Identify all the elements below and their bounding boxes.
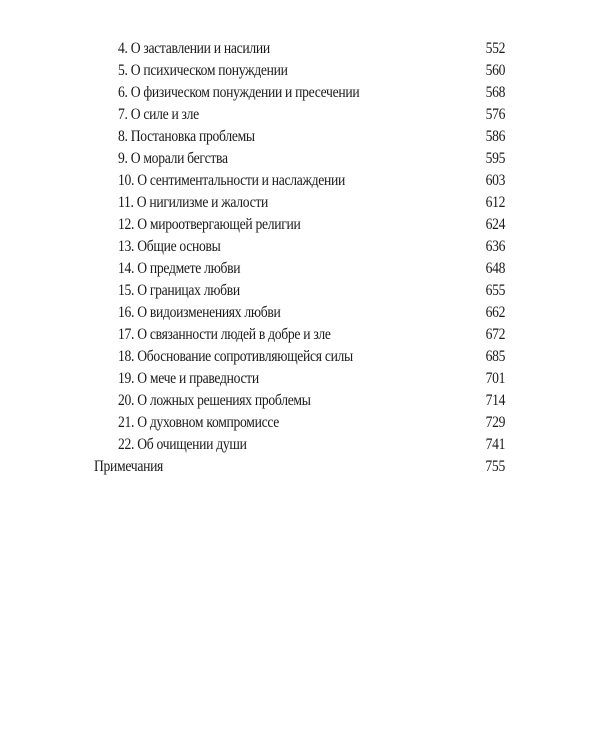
toc-entry-page: 685 — [485, 348, 506, 365]
toc-entry-title: 13. Общие основы — [118, 238, 221, 255]
toc-entry-page: 568 — [485, 84, 506, 101]
toc-entry-title: 4. О заставлении и насилии — [118, 40, 270, 57]
toc-entry-title: 20. О ложных решениях проблемы — [118, 392, 311, 409]
toc-entry-title: 10. О сентиментальности и наслаждении — [118, 172, 345, 189]
toc-entry-title: 22. Об очищении души — [118, 436, 247, 453]
toc-entry — [118, 38, 505, 60]
toc-entry-title: 12. О мироотвергающей религии — [118, 216, 301, 233]
toc-entry-page: 655 — [485, 282, 506, 299]
toc-entry-page: 741 — [485, 436, 506, 453]
toc-entry-title: 14. О предмете любви — [118, 260, 241, 277]
toc-entry-page: 729 — [485, 414, 506, 431]
toc-entry-title: 8. Постановка проблемы — [118, 128, 255, 145]
toc-entry — [118, 302, 505, 324]
toc-entry-page: 552 — [485, 40, 506, 57]
toc-entry-page: 612 — [485, 194, 506, 211]
toc-entry-title: 6. О физическом понуждении и пресечении — [118, 84, 360, 101]
toc-entry-page: 648 — [485, 260, 506, 277]
toc-entry — [118, 236, 505, 258]
toc-entry-title: 21. О духовном компромиссе — [118, 414, 280, 431]
toc-entry-title: 7. О силе и зле — [118, 106, 199, 123]
toc-entry — [118, 82, 505, 104]
toc-entry — [118, 104, 505, 126]
toc-entry — [118, 258, 505, 280]
toc-entry — [118, 126, 505, 148]
toc-entry-page: 560 — [485, 62, 506, 79]
toc-entry-title: 5. О психическом понуждении — [118, 62, 288, 79]
toc-entry-page: 595 — [485, 150, 506, 167]
toc-entry-page: 714 — [485, 392, 506, 409]
toc-entry — [118, 412, 505, 434]
toc-entry — [118, 434, 505, 456]
toc-entry — [118, 148, 505, 170]
toc-entry-page: 662 — [485, 304, 506, 321]
toc-entry-page: 624 — [485, 216, 506, 233]
toc-entry — [118, 280, 505, 302]
toc-entry — [118, 346, 505, 368]
toc-entry-page: 672 — [485, 326, 506, 343]
toc-entry-page: 586 — [485, 128, 506, 145]
toc-entry-title: 15. О границах любви — [118, 282, 240, 299]
toc-entry-title: 16. О видоизменениях любви — [118, 304, 281, 321]
toc-entry — [118, 170, 505, 192]
toc-entry — [118, 214, 505, 236]
toc-entry-title: 17. О связанности людей в добре и зле — [118, 326, 331, 343]
toc-entry-title: 11. О нигилизме и жалости — [118, 194, 268, 211]
toc-entry — [118, 192, 505, 214]
toc-entry-page: 636 — [485, 238, 506, 255]
toc-entry — [118, 60, 505, 82]
toc-entry — [118, 368, 505, 390]
toc-entry-title: 19. О мече и праведности — [118, 370, 259, 387]
toc-entry-page: 603 — [485, 172, 506, 189]
toc-entry-title: Примечания — [94, 458, 164, 475]
toc-entry-page: 701 — [485, 370, 506, 387]
toc-entry — [118, 324, 505, 346]
toc-entry — [118, 390, 505, 412]
toc-entry-title: 18. Обоснование сопротивляющейся силы — [118, 348, 353, 365]
toc-entry-title: 9. О морали бегства — [118, 150, 228, 167]
toc-entry-notes — [94, 456, 505, 478]
toc-entry-page: 576 — [485, 106, 506, 123]
toc-entry-page: 755 — [485, 458, 505, 475]
